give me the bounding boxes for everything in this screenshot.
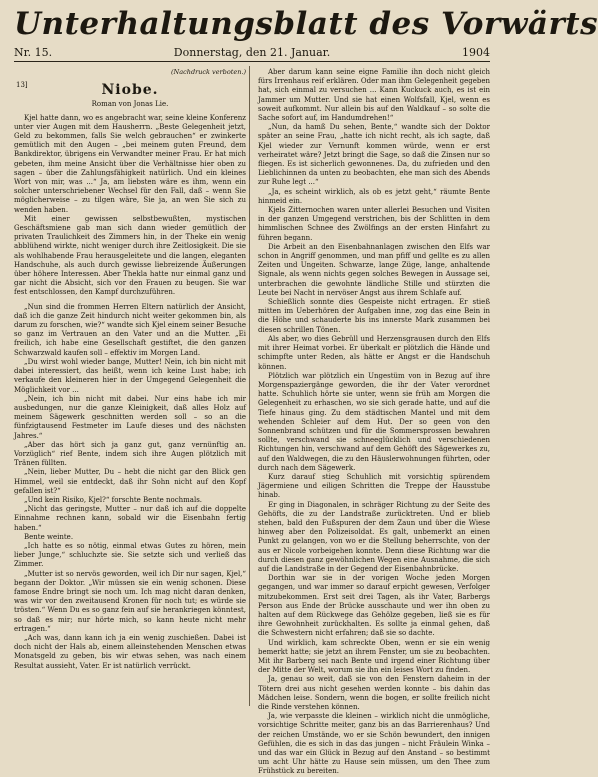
paragraph: „Du wirst wohl wieder bange, Mutter! Nein, ich bin nicht mit dabei interessiert, das heißt, wenn ich keine Lust habe; ich verkaufe den kleineren hier in der Umgegend Gelegenheit die Möglichkeit vor ... bbox=[14, 357, 246, 394]
paragraph: „Nun sind die frommen Herren Eltern natürlich der Ansicht, daß ich die ganze Zeit hindurch nicht weiter gekommen bin, als darum zu forschen, wie?“ wandte sich Kjel einem seiner Besuche so ganz im Vertrauen an den Vater und an die Mutter. „Ei freilich, ich habe eine Gesellschaft gestiftet, die den ganzen Schwarzwald kaufen soll – effektiv im Morgen Land. bbox=[14, 302, 246, 357]
paragraph: Ja, genau so weit, daß sie von den Fenstern daheim in der Tötern drei aus nicht gesehen werden konnte – bis dahin das Mädchen leise. Sondern, wenn die bogen, er sollte freilich nicht die Rinde verstehen können. bbox=[258, 675, 490, 712]
paragraph: „Ach was, dann kann ich ja ein wenig zuschießen. Dabei ist doch nicht der Hals ab, einem alleinstehenden Menschen etwas Monatsgeld zu geben, bis wir etwas sehen, was nach einem Resultat aussieht, Vater. Er ist natürlich verrückt. bbox=[14, 633, 246, 670]
issue-number: Nr. 15. bbox=[14, 46, 53, 59]
reprint-notice: (Nachdruck verboten.) bbox=[171, 68, 246, 76]
paragraph: Plötzlich war plötzlich ein Ungestüm von in Bezug auf ihre Morgenspaziergänge geworden, die ihr der Vater verordnet hatte. Schuhlich hörte sie unter, wenn sie früh am Morgen die Gelegenheit zu erhaschen, wo sie sich gerade hatte, und auf die Tiefe hinaus ging. Zu dem städtischen Mantel und mit dem wehenden Schleier auf dem Hut. Der so geen von den Sonnenbrand schützen und für die Sommersprossen bewahren sollte, verschwand sie schneeglücklich und verschiedenen Richtungen hin, verschwand auf dem Gehöft des Sägewerkes zu, auf den Waldwegen, die zu den Häuslerwohnungen führten, oder durch nach dem Sägewerk. bbox=[258, 371, 490, 472]
paragraph: Kjels Zitternochen waren unter allerlei Besuchen und Visiten in der ganzen Umgegend verstrichen, bis der Schlitten in dem himmlischen Schnee des Zwölfings an der ersten Hinfahrt zu führen begann. bbox=[258, 206, 490, 242]
paragraph: Kurz darauf stieg Schuhlich mit vorsichtig spürendem Jägermiene und eiligen Schritten die Treppe der Hausstube hinab. bbox=[258, 472, 490, 500]
paragraph: Schießlich sonnte dies Gespeiste nicht ertragen. Er stieß mitten im Ueberhören der Aufgaben inne, zog das eine Bein in die Höhe und schauderte bis ins innerste Mark zusammen bei diesen schrillen Tönen. bbox=[258, 298, 490, 334]
masthead-title: Unterhaltungsblatt des Vorwärts bbox=[14, 6, 598, 42]
paragraph: „Aber das hört sich ja ganz gut, ganz vernünftig an. Vorzüglich“ rief Bente, indem sich ihre Augen plötzlich mit Tränen füllten. bbox=[14, 440, 246, 468]
serial-number: 13] bbox=[16, 81, 28, 90]
issue-year: 1904 bbox=[462, 46, 490, 59]
paragraph: Bente weinte. bbox=[24, 532, 74, 541]
story-subtitle: Roman von Jonas Lie. bbox=[91, 100, 169, 109]
paragraph: „Nein, ich bin nicht mit dabei. Nur eins habe ich mir ausbedungen, nur die ganze Kleinigkeit, daß alles Holz auf meinem Sägewerk geschnitten werden soll – so an die fünfzigtausend Festmeter im Laufe dieses und des nächsten Jahres.“ bbox=[14, 394, 246, 440]
paragraph: Dorthin war sie in der vorigen Woche jeden Morgen gegangen, und war immer so darauf erpicht gewesen, Verfolger mitzubekommen. Erst seit drei Tagen, als ihr Vater, Barbergs Person aus Ende der Brücke ausschaute und wer ihn oben zu halten auf dem Rückwege das Gehölze gegeben, ließ sie es für ihre Gewohnheit zurückhalten. Es sollte ja einmal gehen, daß die Schwestern nicht erfahren; daß sie so dachte. bbox=[258, 574, 490, 638]
right-column bbox=[258, 68, 490, 776]
paragraph: Mit einer gewissen selbstbewußten, mystischen Geschäftsmiene gab man sich dann wieder gemütlich der privaten Traulichkeit des Zimmers hin, in der Theke ein wenig abblühend wirkte, nicht weniger durch ihre Zeitlosigkeit. Die sie als wohlhabende Frau herausgeleitete und die langen, eleganten Handschuhe, als auch durch gewisse liebreizende Äußerungen über höhere Interessen. Aber Thekla hatte nur einmal ganz und gar nicht die Absicht, sich vor den Frauen zu beugen. Sie war fest entschlossen, den Kampf durchzuführen. bbox=[14, 214, 246, 297]
paragraph: „Nicht das geringste, Mutter – nur daß ich auf die doppelte Einnahme rechnen kann, sobald wir die Eisenbahn fertig haben.“ bbox=[14, 505, 246, 532]
paragraph: Und wirklich, kam schreckte Oben, wenn er sie ein wenig bemerkt hatte; sie jetzt an ihrem Fenster, um sie zu beobachten. Mit ihr Barberg sei nach Bente und irgend einer Richtung über der Mitte der Welt, worum sie ihn ein leises Wort zu finden. bbox=[258, 638, 490, 675]
paragraph: „Ich hatte es so nötig, einmal etwas Gutes zu hören, mein lieber Junge,“ schluchzte sie. Sie setzte sich und verließ das Zimmer. bbox=[14, 541, 246, 569]
story-title: Niobe. bbox=[101, 82, 159, 99]
paragraph: „Und kein Risiko, Kjel?“ forschte Bente nochmals. bbox=[24, 495, 203, 504]
paragraph: Ja, wie verpasste die kleinen – wirklich nicht die unmögliche, vorsichtige Schritte meiter, ganz bis an das Barrierenhaus? Und der reichen Umstände, wo er sie Schön bewundert, den innigen Gefühlen, die es sich in das das jungen – nicht Fräulein Winka – und das war ein Glück in Bezug auf den Anstand – so bestimmt um acht Uhr hätte zu Hause sein müssen, um den Thee zum Frühstück zu bereiten. bbox=[258, 712, 490, 776]
issue-date: Donnerstag, den 21. Januar. bbox=[173, 46, 331, 59]
paragraph: „Ja, es scheint wirklich, als ob es jetzt geht,“ räumte Bente hinmeid ein. bbox=[258, 187, 490, 205]
paragraph: „Mutter ist so nervös geworden, weil ich Dir nur sagen, Kjel,“ begann der Doktor. „Wir müssen sie ein wenig schonen. Diese famose Endre bringt sie noch um. Ich mag nicht daran denken, was wir vor den zweitausend Kronen für noch tut; es würde sie trösten.“ Wenn Du es so ganz fein auf sie herankriegen könntest, so daß es mir; nur hörte mich, so kann heute nicht mehr ertragen.“ bbox=[14, 569, 246, 633]
paragraph: Als aber, wo dies Gebrüll und Herzensgrausen durch den Elfs mit ihrer Heimat vorbei. Er überkalt er plötzlich die Hände und schimpfte unter Reden, als hätte er Angst er die Handschuh können. bbox=[258, 334, 490, 371]
column-divider bbox=[249, 66, 250, 706]
paragraph: Er ging in Diagonalen, in schräger Richtung zu der Seite des Gehöfts, die zu der Landstraße zurücktreten. Und er blieb stehen, bald den Fußspuren der dem Zaun und über die Wiese hinweg aber den Polizeisoldat. Es galt, unbemerkt an einen Punkt zu gelangen, von wo er die Stellung beherrschte, von der aus er Nicole vorbeigehen konnte. Denn diese Richtung war die durch diesen ganz gewöhnlichen Wegen eine Ausnahme, die sich auf die Landstraße in der Gegend der Eisenbahnbrücke. bbox=[258, 500, 490, 573]
left-column bbox=[14, 68, 246, 708]
paragraph: „Nein, lieber Mutter, Du – hebt die nicht gar den Blick gen Himmel, weil sie entdeckt, daß ihr Sohn nicht auf den Kopf gefallen ist?“ bbox=[14, 468, 246, 495]
paragraph: Kjel hatte dann, wo es angebracht war, seine kleine Konferenz unter vier Augen mit dem Hausherrn. „Beste Gelegenheit jetzt, Geld zu bekommen, falls Sie welch gebrauchen“ er zwinkerte gemütlich mit den Augen – „bei meinem guten Freund, dem Bankdirektor, übrigens ein Verwandter meiner Frau. Er hat mich gebeten, ihm meine Ansicht über die Verhältnisse hier oben zu sagen – über die Zahlungsfähigkeit natürlich. Und ein kleines Wort von mir, was ...“ Ja, am liebsten wäre es ihm, wenn ein solcher unterschriebener Wechsel für den Fall, daß – wenn Sie möglicherweise – zu tilgen wäre, Sie ja, an wen Sie sich zu wenden haben. bbox=[14, 113, 246, 214]
paragraph: Aber darum kann seine eigne Familie ihn doch nicht gleich fürs Irrenhaus reif erklären. Oder man ihm Gelegenheit gegeben hat, sich einmal zu versuchen ... Kann Kuckuck auch, es ist ein Jammer um Mutter. Und sie hat einen Wolfsfall, Kjel, wenn es soweit aufkommt. Nur allein bis auf den Waldkauf – so solte die Sache sofort auf, im Handumdrehen!“ bbox=[258, 68, 490, 123]
issue-line bbox=[14, 45, 490, 62]
paragraph: Die Arbeit an den Eisenbahnanlagen zwischen den Elfs war schon in Angriff genommen, und man pfiff und gellte es zu allen Zeiten und Ungeiten. Schwarze, lange Züge, lange, anhaltende Signale, als wenn nichts gegen solches Bewegen in Aussage sei, unterbrachen die gewohnte ländliche Stille und stürzten die Leute bei Nacht in nervöser Angst aus ihrem Schlafe auf. bbox=[258, 242, 490, 297]
paragraph: „Nun, da hamß Du sehen, Bente,“ wandte sich der Doktor später an seine Frau, „hatte ich nicht recht, als ich sagte, daß Kjel wieder zur Vernunft kommen würde, wenn er erst verheiratet wäre? Jetzt bringt die Sage, so daß die Zinsen nur so fliegen. Es ist sicherlich gewonnenes. Da, du zufrieden und den Lieblichinnen da unten zu beobachten, ehe man sich des Abends zur Ruhe legt ...“ bbox=[258, 123, 490, 187]
